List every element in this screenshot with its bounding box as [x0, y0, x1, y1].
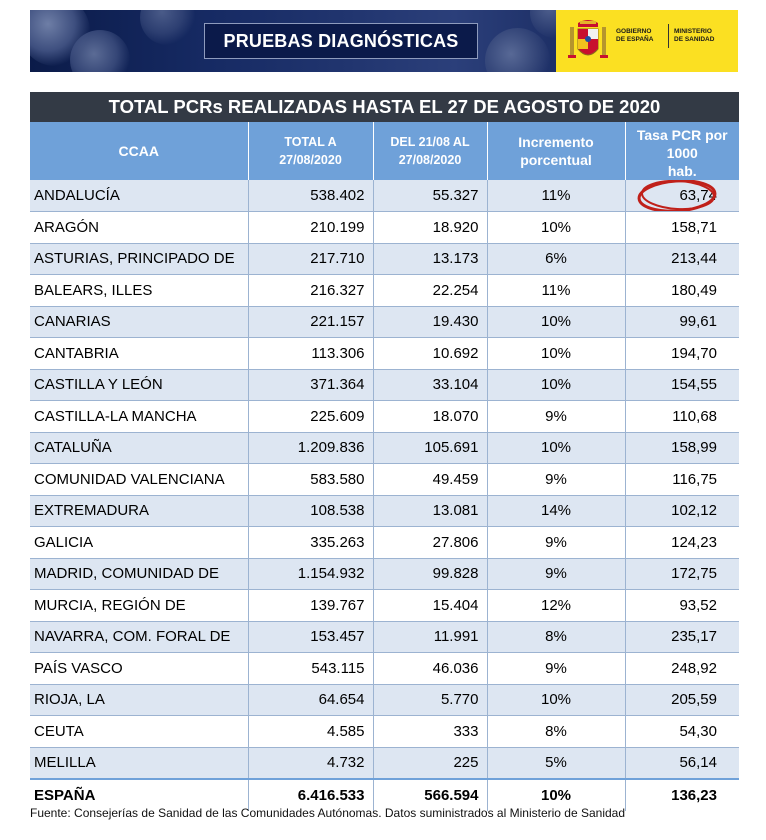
- ccaa-cell: [30, 432, 248, 464]
- increase-cell-value: 6%: [545, 250, 567, 268]
- rate-cell-value: 56,14: [679, 754, 717, 771]
- total-cell-value: 139.767: [310, 596, 365, 614]
- increase-cell-value: 11%: [541, 187, 571, 204]
- total-cell: [248, 275, 373, 307]
- rate-cell: [625, 527, 739, 559]
- rate-cell: [625, 653, 739, 685]
- column-header-rate: Tasa PCR por 1000 hab.: [625, 122, 739, 180]
- ccaa-cell: [30, 621, 248, 653]
- increase-cell: [487, 401, 625, 433]
- rate-cell-value: 213,44: [671, 250, 717, 268]
- total-cell: [248, 621, 373, 653]
- table-title: TOTAL PCRs REALIZADAS HASTA EL 27 DE AGOSTO DE 2020: [30, 92, 739, 122]
- period-cell-value: 5.770: [440, 691, 479, 709]
- column-header-ccaa: CCAA: [30, 122, 248, 180]
- rate-cell: [625, 180, 739, 212]
- ccaa-cell-value: RIOJA, LA: [34, 691, 105, 709]
- total-cell-value: 64.654: [318, 691, 365, 709]
- ccaa-cell: [30, 558, 248, 590]
- total-cell: [248, 464, 373, 496]
- period-cell-value: 55.327: [432, 187, 479, 204]
- rate-cell: [625, 432, 739, 464]
- table-row: [30, 464, 739, 496]
- rate-cell-value: 158,71: [671, 218, 717, 236]
- ccaa-cell-value: COMUNIDAD VALENCIANA: [34, 470, 225, 488]
- increase-cell-value: 11%: [541, 281, 571, 299]
- rate-cell: [625, 464, 739, 496]
- increase-cell-value: 8%: [545, 722, 567, 740]
- rate-cell-value: 110,68: [672, 407, 717, 425]
- increase-cell: [487, 684, 625, 716]
- increase-cell: [487, 621, 625, 653]
- rate-cell-value: 205,59: [671, 691, 717, 709]
- ccaa-cell-value: MURCIA, REGIÓN DE: [34, 596, 186, 614]
- rate-cell: [625, 495, 739, 527]
- logo-divider: [668, 24, 669, 48]
- rate-cell: [625, 338, 739, 370]
- period-cell-value: 13.081: [432, 502, 479, 520]
- increase-cell: [487, 243, 625, 275]
- increase-cell: [487, 495, 625, 527]
- rate-cell-value: 248,92: [671, 659, 717, 677]
- increase-cell: [487, 716, 625, 748]
- rate-cell: [625, 590, 739, 622]
- increase-cell-value: 8%: [545, 628, 567, 646]
- period-cell: [373, 527, 487, 559]
- period-cell: [373, 369, 487, 401]
- increase-cell-value: 5%: [545, 754, 567, 771]
- ccaa-cell-value: CASTILLA Y LEÓN: [34, 376, 163, 394]
- total-cell: [248, 180, 373, 212]
- rate-cell: [625, 621, 739, 653]
- total-cell-value: 216.327: [310, 281, 365, 299]
- ccaa-cell: [30, 369, 248, 401]
- increase-cell-value: 10%: [540, 218, 572, 236]
- rate-cell-value: 63,74: [679, 187, 717, 204]
- period-cell-value: 22.254: [432, 281, 479, 299]
- ccaa-cell-value: MELILLA: [34, 754, 96, 771]
- increase-cell-value: 10%: [540, 691, 572, 709]
- ccaa-cell: [30, 684, 248, 716]
- rate-cell-value: 102,12: [671, 502, 717, 520]
- ccaa-cell: [30, 495, 248, 527]
- ccaa-cell-value: ASTURIAS, PRINCIPADO DE: [34, 250, 235, 268]
- total-cell: [248, 716, 373, 748]
- rate-cell-value: 172,75: [671, 565, 717, 583]
- ccaa-cell-value: PAÍS VASCO: [34, 659, 123, 677]
- rate-cell: [625, 212, 739, 244]
- period-cell-value: 15.404: [432, 596, 479, 614]
- table-row: [30, 306, 739, 338]
- increase-cell: [487, 338, 625, 370]
- total-cell-value: 210.199: [310, 218, 365, 236]
- ccaa-cell: [30, 338, 248, 370]
- total-total-cell: 6.416.533: [248, 779, 373, 811]
- ccaa-cell-value: CATALUÑA: [34, 439, 112, 457]
- period-cell: [373, 432, 487, 464]
- period-cell: [373, 747, 487, 779]
- total-cell-value: 225.609: [310, 407, 365, 425]
- period-cell: [373, 275, 487, 307]
- total-cell-value: 113.306: [311, 344, 365, 362]
- rate-cell-value: 180,49: [671, 281, 717, 299]
- period-cell: [373, 464, 487, 496]
- increase-cell-value: 9%: [545, 470, 567, 488]
- period-cell-value: 333: [453, 722, 479, 740]
- table-row: [30, 401, 739, 433]
- increase-cell-value: 9%: [545, 659, 567, 677]
- increase-cell: [487, 432, 625, 464]
- table-row: [30, 212, 739, 244]
- increase-cell-value: 12%: [540, 596, 572, 614]
- period-cell-value: 46.036: [432, 659, 479, 677]
- table-header-row: [30, 122, 739, 180]
- rate-cell: [625, 369, 739, 401]
- total-cell-value: 4.732: [326, 754, 365, 771]
- rate-cell-value: 93,52: [679, 596, 717, 614]
- ccaa-cell-value: CANTABRIA: [34, 344, 119, 362]
- source-note: Fuente: Consejerías de Sanidad de las Comunidades Autónomas. Datos suministrados al Ministerio de Sanidad: [30, 806, 626, 820]
- increase-cell-value: 9%: [545, 565, 567, 583]
- increase-cell: [487, 527, 625, 559]
- table-row: [30, 621, 739, 653]
- increase-cell-value: 10%: [540, 313, 572, 331]
- ccaa-cell-value: ANDALUCÍA: [34, 187, 120, 204]
- table-row: [30, 558, 739, 590]
- rate-cell: [625, 716, 739, 748]
- total-cell: [248, 590, 373, 622]
- period-cell-value: 11.991: [433, 628, 479, 646]
- increase-cell: [487, 212, 625, 244]
- government-logo: [556, 10, 738, 72]
- total-cell: [248, 243, 373, 275]
- ccaa-cell-value: GALICIA: [34, 533, 94, 551]
- total-cell: [248, 306, 373, 338]
- column-header-period: DEL 21/08 AL 27/08/2020: [373, 122, 487, 180]
- period-cell-value: 13.173: [432, 250, 479, 268]
- table-row: [30, 432, 739, 464]
- total-cell: [248, 369, 373, 401]
- coat-of-arms-icon: [568, 17, 608, 65]
- table-row: [30, 653, 739, 685]
- total-cell: [248, 747, 373, 779]
- period-cell: [373, 401, 487, 433]
- period-cell: [373, 338, 487, 370]
- period-cell-value: 225: [453, 754, 479, 771]
- increase-cell: [487, 464, 625, 496]
- ccaa-cell: [30, 653, 248, 685]
- increase-cell-value: 9%: [545, 407, 567, 425]
- table-row: [30, 716, 739, 748]
- period-cell: [373, 306, 487, 338]
- total-cell: [248, 684, 373, 716]
- period-cell: [373, 180, 487, 212]
- ccaa-cell-value: MADRID, COMUNIDAD DE: [34, 565, 220, 583]
- period-cell-value: 105.691: [424, 439, 479, 457]
- ccaa-cell-value: ARAGÓN: [34, 218, 100, 236]
- increase-cell: [487, 653, 625, 685]
- rate-cell-value: 154,55: [671, 376, 717, 394]
- increase-cell: [487, 369, 625, 401]
- virus-decoration: [140, 10, 195, 45]
- total-cell-value: 1.209.836: [297, 439, 365, 457]
- rate-cell-value: 124,23: [671, 533, 717, 551]
- ccaa-cell: [30, 180, 248, 212]
- table-row: [30, 243, 739, 275]
- ccaa-cell-value: EXTREMADURA: [34, 502, 150, 520]
- period-cell: [373, 212, 487, 244]
- total-ccaa-cell: ESPAÑA: [30, 779, 248, 811]
- column-header-total: TOTAL A 27/08/2020: [248, 122, 373, 180]
- period-cell-value: 27.806: [432, 533, 479, 551]
- rate-cell: [625, 684, 739, 716]
- total-cell-value: 153.457: [310, 628, 365, 646]
- total-cell-value: 217.710: [310, 250, 365, 268]
- ccaa-cell: [30, 306, 248, 338]
- total-cell-value: 371.364: [310, 376, 365, 394]
- increase-cell-value: 9%: [545, 533, 567, 551]
- ccaa-cell: [30, 275, 248, 307]
- rate-cell: [625, 275, 739, 307]
- increase-cell: [487, 590, 625, 622]
- total-cell-value: 538.402: [310, 187, 365, 204]
- ccaa-cell: [30, 401, 248, 433]
- total-cell: [248, 432, 373, 464]
- increase-cell: [487, 558, 625, 590]
- total-period-cell: 566.594: [373, 779, 487, 811]
- total-cell-value: 583.580: [310, 470, 365, 488]
- total-cell-value: 543.115: [311, 659, 365, 677]
- table-row: [30, 527, 739, 559]
- increase-cell-value: 10%: [540, 439, 572, 457]
- ccaa-cell: [30, 464, 248, 496]
- ccaa-cell: [30, 716, 248, 748]
- total-cell-value: 221.157: [310, 313, 365, 331]
- rate-cell: [625, 558, 739, 590]
- total-cell-value: 4.585: [326, 722, 365, 740]
- period-cell: [373, 243, 487, 275]
- increase-cell-value: 10%: [540, 376, 572, 394]
- table-body: [30, 180, 739, 811]
- total-cell: [248, 495, 373, 527]
- total-rate-cell: 136,23: [625, 779, 739, 811]
- ministry-label: MINISTERIO DE SANIDAD: [674, 28, 715, 43]
- increase-cell: [487, 180, 625, 212]
- period-cell: [373, 621, 487, 653]
- period-cell: [373, 495, 487, 527]
- header-banner: [30, 10, 738, 72]
- period-cell-value: 10.692: [432, 344, 479, 362]
- table-row: [30, 684, 739, 716]
- ccaa-cell-value: NAVARRA, COM. FORAL DE: [34, 628, 231, 646]
- pcr-table: [30, 122, 739, 811]
- rate-cell: [625, 401, 739, 433]
- total-cell: [248, 212, 373, 244]
- total-cell: [248, 653, 373, 685]
- ccaa-cell-value: BALEARS, ILLES: [34, 281, 153, 299]
- period-cell-value: 18.070: [432, 407, 479, 425]
- period-cell: [373, 558, 487, 590]
- ccaa-cell: [30, 590, 248, 622]
- period-cell-value: 18.920: [432, 218, 479, 236]
- period-cell-value: 33.104: [432, 376, 479, 394]
- ccaa-cell-value: CEUTA: [34, 722, 84, 740]
- ccaa-cell: [30, 527, 248, 559]
- rate-cell: [625, 306, 739, 338]
- rate-cell-value: 158,99: [671, 439, 717, 457]
- rate-cell: [625, 243, 739, 275]
- increase-cell-value: 10%: [540, 344, 572, 362]
- total-cell-value: 1.154.932: [297, 565, 365, 583]
- total-cell: [248, 527, 373, 559]
- ccaa-cell-value: CASTILLA-LA MANCHA: [34, 407, 197, 425]
- table-row: [30, 369, 739, 401]
- table-row: [30, 590, 739, 622]
- total-cell-value: 335.263: [310, 533, 365, 551]
- government-label: GOBIERNO DE ESPAÑA: [616, 28, 654, 43]
- period-cell: [373, 653, 487, 685]
- table-row: [30, 275, 739, 307]
- total-cell-value: 108.538: [310, 502, 365, 520]
- table-row: [30, 747, 739, 779]
- increase-cell: [487, 306, 625, 338]
- ccaa-cell: [30, 212, 248, 244]
- period-cell-value: 99.828: [432, 565, 479, 583]
- period-cell: [373, 590, 487, 622]
- table-row: [30, 180, 739, 212]
- rate-cell-value: 99,61: [679, 313, 717, 331]
- banner-title: PRUEBAS DIAGNÓSTICAS: [204, 23, 478, 59]
- rate-cell-value: 235,17: [671, 628, 717, 646]
- ccaa-cell-value: CANARIAS: [34, 313, 111, 331]
- ccaa-cell: [30, 243, 248, 275]
- rate-cell-value: 116,75: [672, 470, 717, 488]
- period-cell-value: 49.459: [432, 470, 479, 488]
- period-cell: [373, 684, 487, 716]
- increase-cell: [487, 747, 625, 779]
- total-increase-cell: 10%: [487, 779, 625, 811]
- total-cell: [248, 338, 373, 370]
- virus-decoration: [485, 28, 550, 72]
- ccaa-cell: [30, 747, 248, 779]
- column-header-increase: Incremento porcentual: [487, 122, 625, 180]
- period-cell-value: 19.430: [432, 313, 479, 331]
- rate-cell-value: 54,30: [679, 722, 717, 740]
- rate-cell: [625, 747, 739, 779]
- table-row: [30, 338, 739, 370]
- total-cell: [248, 401, 373, 433]
- increase-cell-value: 14%: [540, 502, 572, 520]
- total-cell: [248, 558, 373, 590]
- increase-cell: [487, 275, 625, 307]
- table-row: [30, 495, 739, 527]
- rate-cell-value: 194,70: [671, 344, 717, 362]
- period-cell: [373, 716, 487, 748]
